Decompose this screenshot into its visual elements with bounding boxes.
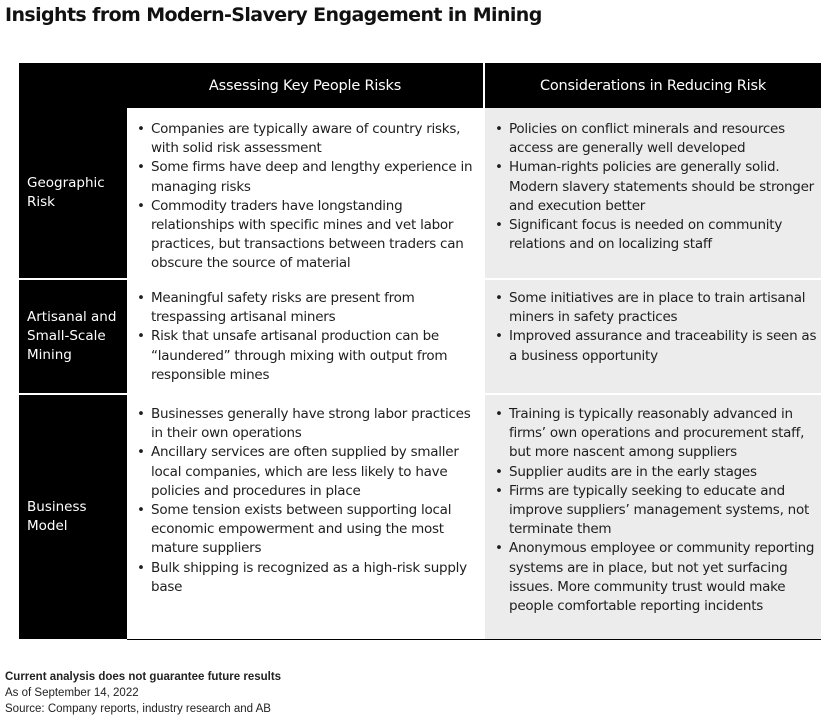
header-corner [19, 63, 127, 108]
cell-business-risks [127, 395, 483, 639]
list-item: • Commodity traders have longstanding relationships with specific mines and vet labor practices, but transactions between traders can obscure the source of material [137, 197, 483, 274]
list-item: • Businesses generally have strong labor practices in their own operations [137, 405, 483, 443]
cell-geographic-risks [127, 108, 483, 278]
list-item: • Some tension exists between supporting local economic empowerment and using the most mature suppliers [137, 501, 483, 559]
cell-business-considerations [485, 395, 821, 639]
source-note: Source: Company reports, industry research and AB [5, 703, 271, 715]
header-considerations: Considerations in Reducing Risk [485, 63, 821, 108]
disclaimer: Current analysis does not guarantee future results [5, 671, 282, 683]
list-item: • Significant focus is needed on community relations and on localizing staff [495, 216, 821, 254]
list-item: • Risk that unsafe artisanal production can be “laundered” through mixing with output from responsible mines [137, 327, 483, 385]
header-risks: Assessing Key People Risks [127, 63, 483, 108]
list-item: • Companies are typically aware of country risks, with solid risk assessment [137, 120, 483, 158]
list-item: • Anonymous employee or community reporting systems are in place, but not yet surfacing issues. More community trust would make people comfortable reporting incidents [495, 539, 821, 616]
row-label-geographic-risk: Geographic Risk [19, 108, 127, 278]
list-item: • Improved assurance and traceability is seen as a business opportunity [495, 327, 821, 365]
table-bottom-rule [127, 639, 821, 640]
list-item: • Supplier audits are in the early stages [495, 463, 821, 482]
list-item: • Some firms have deep and lengthy experience in managing risks [137, 158, 483, 196]
list-item: • Training is typically reasonably advanced in firms’ own operations and procurement staff, but more nascent among suppliers [495, 405, 821, 463]
list-item: • Ancillary services are often supplied by smaller local companies, which are less likely to have policies and procedures in place [137, 443, 483, 501]
insights-table [19, 63, 821, 640]
page-title: Insights from Modern-Slavery Engagement in Mining [5, 4, 542, 26]
row-label-artisanal-mining: Artisanal and Small-Scale Mining [19, 280, 127, 393]
list-item: • Meaningful safety risks are present from trespassing artisanal miners [137, 289, 483, 327]
cell-geographic-considerations [485, 108, 821, 278]
list-item: • Human-rights policies are generally solid. Modern slavery statements should be stronger and execution better [495, 158, 821, 216]
as-of-date: As of September 14, 2022 [5, 687, 139, 699]
list-item: • Policies on conflict minerals and resources access are generally well developed [495, 120, 821, 158]
row-label-business-model: Business Model [19, 395, 127, 639]
list-item: • Firms are typically seeking to educate and improve suppliers’ management systems, not terminate them [495, 482, 821, 540]
cell-artisanal-considerations [485, 280, 821, 393]
list-item: • Bulk shipping is recognized as a high-risk supply base [137, 559, 483, 597]
cell-artisanal-risks [127, 280, 483, 393]
list-item: • Some initiatives are in place to train artisanal miners in safety practices [495, 289, 821, 327]
